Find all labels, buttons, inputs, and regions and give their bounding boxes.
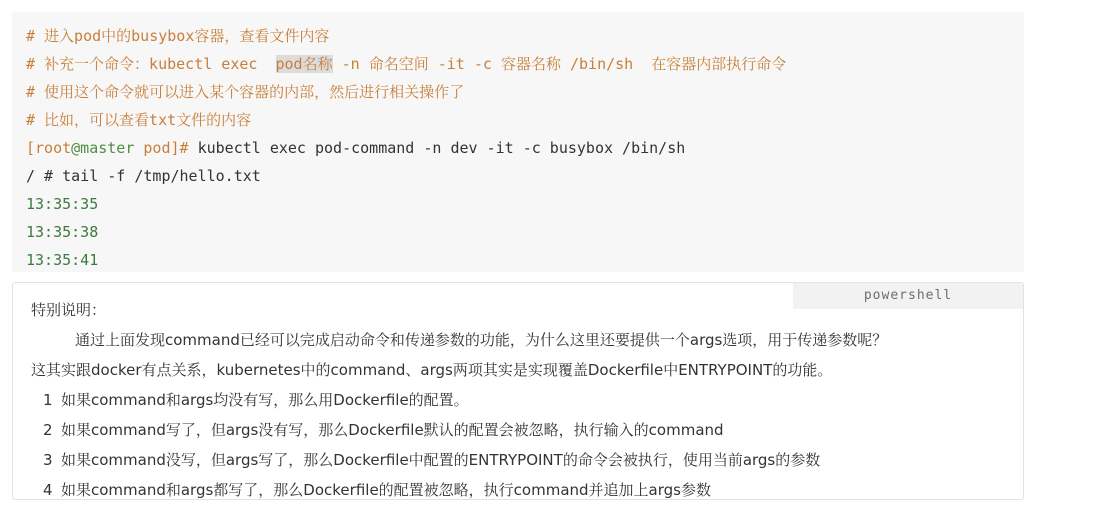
terminal-code-block: [12, 12, 1024, 272]
list-item-number: 2: [43, 421, 53, 439]
list-item-text: 如果command没写，但args写了，那么Dockerfile中配置的ENTRYPOINT的命令会被执行，使用当前args的参数: [61, 451, 821, 469]
code-line-3: # 使用这个命令就可以进入某个容器的内部，然后进行相关操作了: [26, 83, 465, 101]
shell-prompt-2: / #: [26, 167, 63, 185]
code-line-2-highlight: pod名称: [275, 55, 333, 73]
code-line-2-post: -n 命名空间 -it -c 容器名称 /bin/sh 在容器内部执行命令: [332, 55, 787, 73]
code-line-6: [26, 162, 1010, 190]
note-block: [12, 282, 1024, 500]
shell-user: [root: [26, 139, 72, 157]
list-item-text: 如果command写了，但args没有写，那么Dockerfile默认的配置会被忽略，执行输入的command: [61, 421, 724, 439]
code-output-line-1: 13:35:35: [26, 195, 99, 213]
code-output-line-3: 13:35:41: [26, 251, 99, 269]
code-output-line-2: 13:35:38: [26, 223, 99, 241]
note-paragraph-2: 这其实跟docker有点关系，kubernetes中的command、args两项其实是实现覆盖Dockerfile中ENTRYPOINT的功能。: [31, 361, 833, 379]
list-item-number: 1: [43, 391, 53, 409]
shell-command-1: kubectl exec pod-command -n dev -it -c busybox /bin/sh: [197, 139, 686, 157]
code-line-5: [26, 134, 1010, 162]
list-item: [31, 445, 1005, 475]
list-item-text: 如果command和args都写了，那么Dockerfile的配置被忽略，执行command并追加上args参数: [61, 481, 711, 499]
code-line-2-pre: # 补充一个命令：kubectl exec: [26, 55, 276, 73]
list-item: [31, 415, 1005, 445]
list-item-text: 如果command和args均没有写，那么用Dockerfile的配置。: [61, 391, 469, 409]
note-title: 特别说明：: [31, 301, 107, 319]
note-paragraph-1: 通过上面发现command已经可以完成启动命令和传递参数的功能，为什么这里还要提供一个args选项，用于传递参数呢？: [75, 331, 888, 349]
list-item: [31, 385, 1005, 415]
list-item-number: 4: [43, 481, 53, 499]
note-list: [31, 385, 1005, 505]
language-label: powershell: [793, 283, 1023, 309]
shell-path: pod]#: [134, 139, 198, 157]
list-item: [31, 475, 1005, 505]
shell-host-at: @master: [71, 139, 135, 157]
list-item-number: 3: [43, 451, 53, 469]
code-line-4: # 比如，可以查看txt文件的内容: [26, 111, 252, 129]
code-line-2: [26, 50, 1010, 78]
shell-command-2: tail -f /tmp/hello.txt: [62, 167, 261, 185]
code-line-1: # 进入pod中的busybox容器，查看文件内容: [26, 27, 330, 45]
